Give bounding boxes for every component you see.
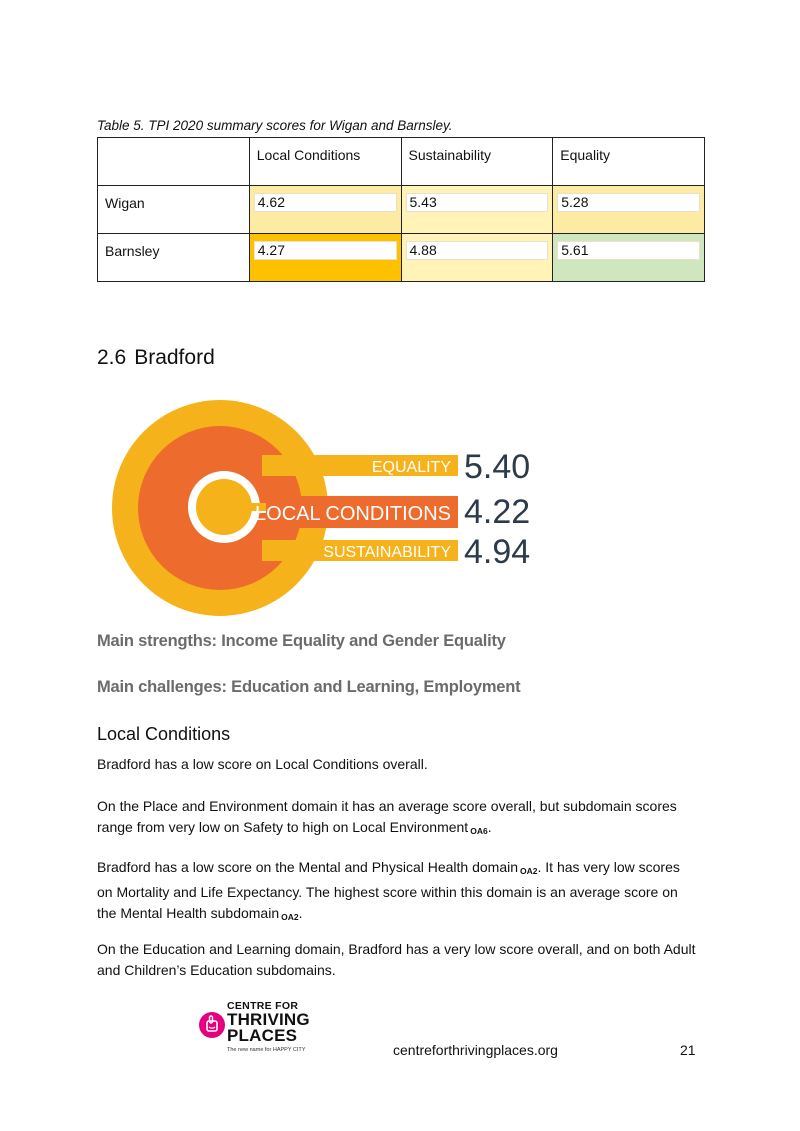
cell-wigan-sustainability: 5.43: [401, 186, 553, 234]
center-circle: [196, 479, 252, 535]
tpi-score-graphic: [112, 400, 552, 620]
logo-line-2: THRIVING: [227, 1010, 310, 1029]
logo-line-1: CENTRE FOR: [227, 1000, 299, 1012]
main-strengths: Main strengths: Income Equality and Gender Equality: [97, 632, 506, 650]
paragraph-3: Bradford has a low score on the Mental and Physical Health domain $_{OA2}$. It has very low scores on Mortality and Life Expectancy. The highest score within this domain is an average score on the Mental Health subdomain $_{OA2}$.: [97, 859, 680, 922]
cell-wigan-equality: 5.28: [553, 186, 705, 234]
header-empty: [98, 138, 250, 186]
logo-line-3: PLACES: [227, 1026, 298, 1045]
paragraph-1: Bradford has a low score on Local Conditions overall.: [97, 756, 428, 772]
sustainability-label: SUSTAINABILITY: [323, 544, 451, 561]
paragraph-4: On the Education and Learning domain, Bradford has a very low score overall, and on both Adult and Children’s Education subdomains.: [97, 941, 696, 978]
local-conditions-heading: Local Conditions: [97, 724, 231, 744]
table-caption: Table 5. TPI 2020 summary scores for Wigan and Barnsley.: [97, 118, 453, 133]
cell-barnsley-equality: 5.61: [553, 234, 705, 282]
local-conditions-label: LOCAL CONDITIONS: [255, 503, 451, 525]
table-row-wigan: [98, 186, 705, 234]
section-title: Bradford: [134, 346, 215, 369]
section-number: 2.6: [97, 346, 127, 369]
table-header-row: [98, 138, 705, 186]
cell-barnsley-local: 4.27: [249, 234, 401, 282]
header-equality: Equality: [553, 138, 705, 186]
ref-oa2-a: OA2: [520, 866, 538, 876]
equality-label: EQUALITY: [371, 459, 451, 476]
sustainability-value: 4.94: [464, 533, 531, 571]
equality-value: 5.40: [464, 448, 531, 486]
main-challenges: Main challenges: Education and Learning, Employment: [97, 678, 521, 696]
centre-for-thriving-places-logo: [199, 1000, 329, 1060]
footer-url[interactable]: centreforthrivingplaces.org: [393, 1042, 558, 1058]
table-row-barnsley: [98, 234, 705, 282]
paragraph-2: On the Place and Environment domain it has an average score overall, but subdomain scores range from very low on Safety to high on Local Environment $_{OA6}$.: [97, 798, 677, 836]
ref-oa2-b: OA2: [281, 912, 299, 922]
cell-wigan-local: 4.62: [249, 186, 401, 234]
ref-oa6: OA6: [470, 826, 488, 836]
header-sustainability: Sustainability: [401, 138, 553, 186]
hand-logo-icon: [199, 1012, 225, 1038]
cell-barnsley-sustainability: 4.88: [401, 234, 553, 282]
row-label-wigan: Wigan: [98, 186, 250, 234]
section-heading: [97, 346, 215, 370]
page-number: 21: [680, 1042, 696, 1058]
header-local-conditions: Local Conditions: [249, 138, 401, 186]
scores-table: [97, 137, 705, 282]
local-conditions-value: 4.22: [464, 493, 531, 531]
logo-tagline: The new name for HAPPY CITY: [227, 1047, 306, 1053]
row-label-barnsley: Barnsley: [98, 234, 250, 282]
